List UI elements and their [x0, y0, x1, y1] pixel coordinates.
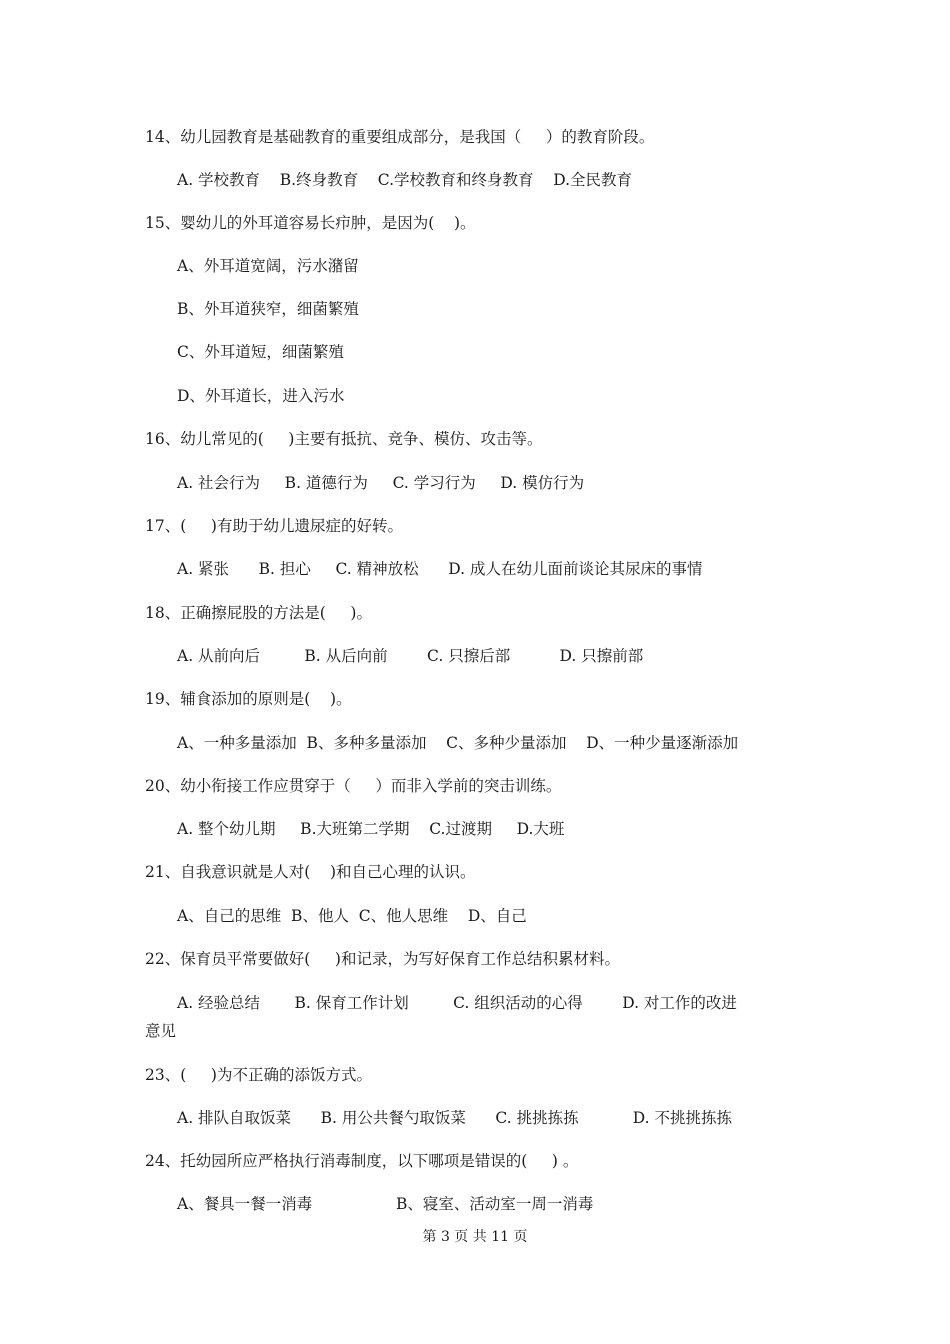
question-19-options: A、一种多量添加 B、多种多量添加 C、多种少量添加 D、一种少量逐渐添加 [177, 734, 739, 752]
question-18-stem: 18、正确擦屁股的方法是( )。 [145, 604, 372, 622]
question-17-options: A. 紧张 B. 担心 C. 精神放松 D. 成人在幼儿面前谈论其尿床的事情 [177, 560, 703, 578]
question-15-option-c: C、外耳道短，细菌繁殖 [177, 343, 344, 361]
question-23-options: A. 排队自取饭菜 B. 用公共餐勺取饭菜 C. 挑挑拣拣 D. 不挑挑拣拣 [177, 1109, 733, 1127]
page-footer: 第 3 页 共 11 页 [422, 1229, 528, 1245]
question-20-options: A. 整个幼儿期 B.大班第二学期 C.过渡期 D.大班 [177, 820, 565, 838]
question-24-options: A、餐具一餐一消毒 B、寝室、活动室一周一消毒 [177, 1195, 594, 1213]
question-23-stem: 23、( )为不正确的添饭方式。 [145, 1066, 372, 1084]
question-24-stem: 24、托幼园所应严格执行消毒制度，以下哪项是错误的( ) 。 [145, 1152, 579, 1170]
question-20-stem: 20、幼小衔接工作应贯穿于（ ）而非入学前的突击训练。 [145, 777, 562, 795]
question-16-options: A. 社会行为 B. 道德行为 C. 学习行为 D. 模仿行为 [177, 474, 585, 492]
question-19-stem: 19、辅食添加的原则是( )。 [145, 690, 352, 708]
question-15-option-d: D、外耳道长，进入污水 [177, 387, 345, 405]
question-21-options: A、自己的思维 B、他人 C、他人思维 D、自己 [177, 907, 527, 925]
question-14-stem: 14、幼儿园教育是基础教育的重要组成部分，是我国（ ）的教育阶段。 [145, 128, 655, 146]
question-17-stem: 17、( )有助于幼儿遗尿症的好转。 [145, 517, 403, 535]
question-22-stem: 22、保育员平常要做好( )和记录，为写好保育工作总结积累材料。 [145, 950, 620, 968]
question-15-option-a: A、外耳道宽阔，污水潴留 [177, 257, 359, 275]
question-15-stem: 15、婴幼儿的外耳道容易长疖肿，是因为( )。 [145, 214, 476, 232]
question-15-option-b: B、外耳道狭窄，细菌繁殖 [177, 300, 359, 318]
question-22-options-continuation: 意见 [145, 1022, 177, 1040]
question-14-options: A. 学校教育 B.终身教育 C.学校教育和终身教育 D.全民教育 [177, 171, 633, 189]
question-22-options: A. 经验总结 B. 保育工作计划 C. 组织活动的心得 D. 对工作的改进 [177, 994, 737, 1012]
question-16-stem: 16、幼儿常见的( )主要有抵抗、竞争、模仿、攻击等。 [145, 430, 543, 448]
question-18-options: A. 从前向后 B. 从后向前 C. 只擦后部 D. 只擦前部 [177, 647, 644, 665]
question-21-stem: 21、自我意识就是人对( )和自己心理的认识。 [145, 863, 476, 881]
